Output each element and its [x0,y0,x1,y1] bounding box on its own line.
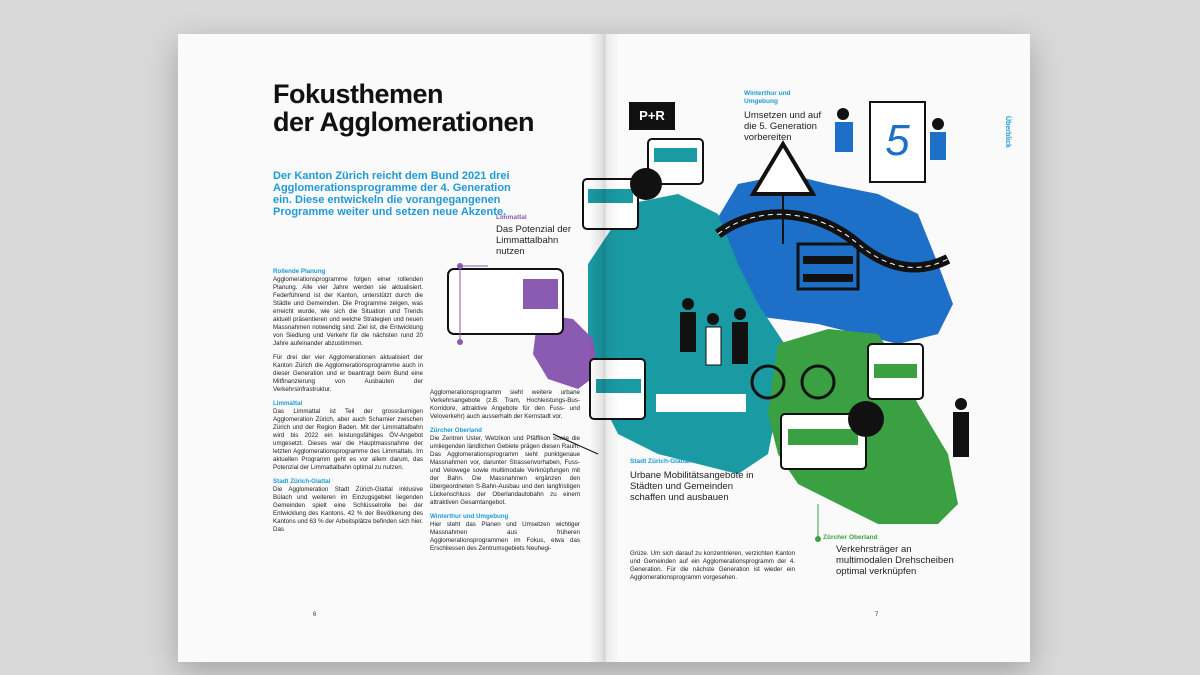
text-column-2: Agglomerationsprogramm sieht weitere urbane Verkehrsangebote (z.B. Tram, Hochleistungs-Bus-Korridore, attraktive Angebote für den Fuss- und Veloverkehr) auch ausserhalb der Kernstadt vor. Zürcher Oberland Die Zentren Uster, Wetzikon und Pfäffikon sowie die umliegenden ländlichen Gebiete prägen diesen Raum. Das Agglomerationsprogramm sieht punktgenaue Massnahmen vor, darunter Strassenvorhaben, Fuss- und Velowege sowie multimodale Verknüpfungen mit der Bahn. Die Massnahmen ergänzen den übergeordneten S-Bahn-Ausbau und den langfristigen Lückenschluss der Oberlandautobahn zu einem attraktiven Gesamtangebot. Winterthur und Umgebung Hier steht das Planen und Umsetzen wichtiger Massnahmen aus früheren Agglomerationsprogrammen im Fokus, etwa das Erschliessen des Zentrumsgebiets Neuhegi- [430,389,580,552]
heading-stadt-zuerich-glattal: Stadt Zürich-Glattal [273,478,331,485]
person-zuerich-2 [706,327,721,365]
heading-zuercher-oberland: Zürcher Oberland [430,427,482,434]
person-winterthur-1 [835,122,853,152]
heading-winterthur: Winterthur und Umgebung [430,513,509,520]
construction-sign [753,144,813,194]
person-zuerich-3 [732,322,748,364]
page-number-right: 7 [875,612,879,618]
caption-limmattal: Das Potenzial der Limmattalbahn nutzen [496,224,571,257]
crosswalk [656,394,746,412]
transfer-badge-2 [848,401,884,437]
label-oberland: Zürcher Oberland [823,534,878,541]
caption-stadt-zuerich: Urbane Mobilitätsangebote in Städten und Gemeinden schaffen und ausbauen [630,470,754,503]
person-winterthur-2 [930,132,946,160]
person-zuerich-1 [680,312,696,352]
text-column-1: Rollende Planung Agglomerationsprogramme folgen einer rollenden Planung. Alle vier Jahre werden sie aktualisiert. Federführend ist der Kanton, unterstützt durch die Städte und Gemeinden. Die Programme zeigen, was erreicht wurde, wie sich die Situation und Trends aktuell präsentieren und welche Strategien und neuen Massnahmen notwendig sind. Ziel ist, die Entwicklung von Siedlung und Verkehr für die nächsten rund 20 Jahre aufeinander abzustimmen. Für drei der vier Agglomerationen aktualisiert der Kanton Zürich die Agglomerationsprogramme auch in dieser Generation und er beantragt beim Bund eine Mitfinanzierung von Ausbauten der Verkehrsinfrastruktur. Limmattal Das Limmattal ist Teil der grossräumigen Agglomeration Zürich, aber auch Scharnier zwischen Zürich und der Region Baden. Mit der Limmattalbahn wird bis 2022 ein leistungsfähiges ÖV-Angebot umgesetzt. Dieses war die Hauptmassnahme der letzten Agglomerationsprogramme des Limmattals. Im aktuellen Programm geht es vor allem darum, das Potenzial der Limmattalbahn optimal zu nutzen. Stadt Zürich-Glattal Die Agglomeration Stadt Zürich-Glattal inklusive Bülach und weiteren im Einzugsgebiet liegenden Gemeinden spielt eine Schlüsselrolle bei der Entwicklung des Kantons. 42 % der Bevölkerung des Kantons und 63 % der Arbeitsplätze befinden sich hier. Das [273,268,423,533]
lead-paragraph: Der Kanton Zürich reicht dem Bund 2021 drei Agglomerationsprogramme der 4. Generation ein. Diese entwickeln die vorangegangenen Programme weiter und setzen neue Akzente. [273,170,511,218]
section-tab: Überblick [1004,116,1011,148]
person-oberland [953,412,969,457]
label-stadt-zuerich: Stadt Zürich-Glattal [630,458,691,465]
page-number-left: 6 [313,612,317,618]
brochure-spread [178,34,1030,662]
transfer-badge-1 [630,168,662,200]
page-title: Fokusthemen der Agglomerationen [273,79,535,137]
pr-sign-text: P+R [639,108,665,123]
big-number-five: 5 [885,116,910,165]
heading-rollende-planung: Rollende Planung [273,268,326,275]
right-body-text: Grüze. Um sich darauf zu konzentrieren, verzichten Kanton und Gemeinden auf ein Agglomerationsprogramm der 4. Generation. Für die nächste Generation ist wieder ein Agglomerationsprogramm vorgesehen. [630,550,795,581]
label-winterthur: Winterthur und Umgebung [744,90,791,105]
caption-oberland: Verkehrsträger an multimodalen Drehscheiben optimal verknüpfen [836,544,954,577]
bus-1 [583,179,638,229]
label-limmattal: Limmattal [496,214,527,221]
heading-limmattal: Limmattal [273,400,303,407]
caption-winterthur: Umsetzen und auf die 5. Generation vorbereiten [744,110,822,143]
